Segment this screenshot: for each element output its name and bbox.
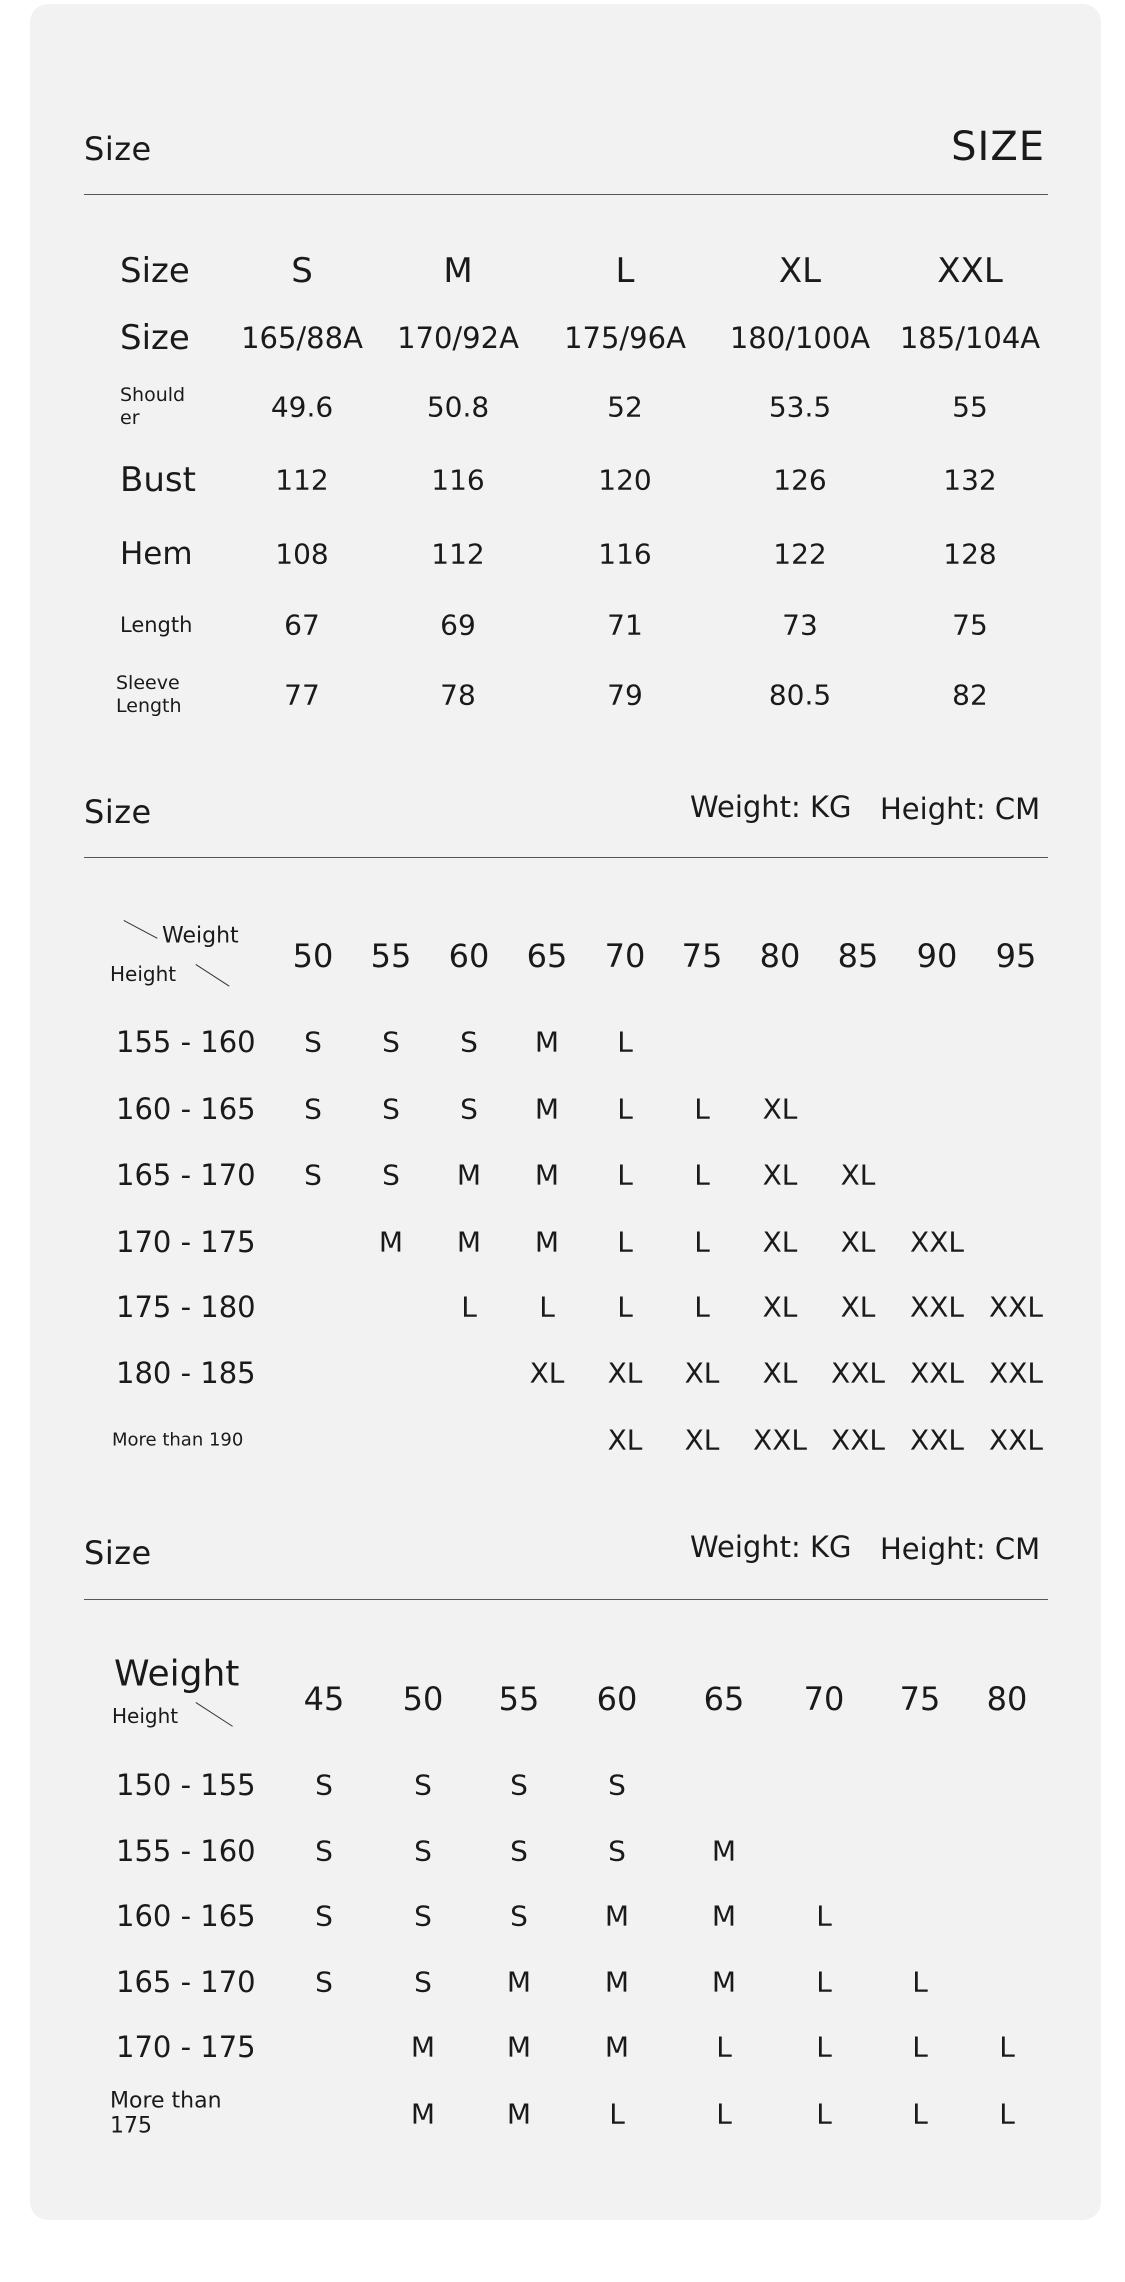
size-cell: XL — [529, 1356, 565, 1390]
measure-cell: 116 — [431, 463, 485, 497]
section3-title: Size — [84, 1534, 152, 1572]
size-cell: L — [694, 1092, 710, 1126]
measure-cell: 185/104A — [899, 321, 1041, 355]
section3-height-unit: Height: CM — [880, 1532, 1041, 1566]
measure-cell: 128 — [943, 537, 997, 571]
height-range-label: 160 - 165 — [116, 1092, 256, 1126]
weight-header: 60 — [596, 1680, 638, 1718]
size-header-label: Size — [120, 251, 190, 291]
measure-cell: 120 — [598, 463, 652, 497]
size-cell: M — [534, 1158, 560, 1192]
size-cell: S — [414, 1768, 432, 1802]
section2-corner-weight: Weight — [162, 923, 239, 949]
size-cell: XXL — [910, 1290, 964, 1324]
section2-height-unit: Height: CM — [880, 792, 1041, 826]
size-cell: XXL — [989, 1423, 1043, 1457]
size-cell: S — [414, 1965, 432, 1999]
size-cell: XL — [762, 1158, 798, 1192]
size-cell: L — [461, 1290, 477, 1324]
size-cell: L — [694, 1290, 710, 1324]
size-cell: M — [506, 1965, 532, 1999]
size-cell: M — [534, 1092, 560, 1126]
size-cell: M — [534, 1025, 560, 1059]
height-range-label: 160 - 165 — [116, 1899, 256, 1933]
size-cell: M — [534, 1225, 560, 1259]
size-cell: XL — [840, 1290, 876, 1324]
size-cell: S — [315, 1768, 333, 1802]
size-cell: XL — [762, 1356, 798, 1390]
size-cell: S — [304, 1158, 322, 1192]
size-cell: L — [716, 2030, 732, 2064]
size-cell: S — [304, 1092, 322, 1126]
size-cell: L — [716, 2097, 732, 2131]
measure-row-label: Bust — [120, 460, 196, 500]
measure-row-label: Length — [120, 613, 193, 637]
size-cell: L — [912, 2030, 928, 2064]
measure-cell: 53.5 — [768, 390, 832, 424]
weight-header: 65 — [526, 937, 568, 975]
size-cell: L — [912, 2097, 928, 2131]
size-cell: L — [539, 1290, 555, 1324]
size-header-l: L — [615, 251, 635, 291]
measure-cell: 55 — [952, 390, 988, 424]
height-range-label: 165 - 170 — [116, 1158, 256, 1192]
measure-cell: 49.6 — [270, 390, 334, 424]
measure-cell: 67 — [284, 608, 320, 642]
height-range-label: 165 - 170 — [116, 1965, 256, 1999]
weight-header: 75 — [681, 937, 723, 975]
size-cell: XXL — [989, 1356, 1043, 1390]
size-cell: S — [460, 1092, 478, 1126]
measure-cell: 71 — [607, 608, 643, 642]
size-cell: M — [410, 2097, 436, 2131]
measure-cell: 50.8 — [426, 390, 490, 424]
size-cell: L — [609, 2097, 625, 2131]
height-range-label: 180 - 185 — [116, 1356, 256, 1390]
size-cell: XL — [840, 1158, 876, 1192]
size-cell: XL — [762, 1290, 798, 1324]
weight-header: 55 — [370, 937, 412, 975]
measure-cell: 132 — [943, 463, 997, 497]
height-range-label: 170 - 175 — [116, 2030, 256, 2064]
measure-cell: 69 — [440, 608, 476, 642]
measure-row-label: Sleeve Length — [116, 672, 182, 717]
section2-corner-height: Height — [110, 962, 177, 986]
size-cell: M — [456, 1158, 482, 1192]
measure-row-label: Size — [120, 318, 190, 358]
size-cell: L — [617, 1025, 633, 1059]
weight-header: 60 — [448, 937, 490, 975]
size-header-s: S — [291, 251, 313, 291]
weight-header: 90 — [916, 937, 958, 975]
size-cell: XXL — [910, 1356, 964, 1390]
size-cell: XL — [684, 1356, 720, 1390]
height-range-label: 155 - 160 — [116, 1025, 256, 1059]
size-cell: L — [617, 1092, 633, 1126]
size-cell: XL — [684, 1423, 720, 1457]
weight-header: 50 — [292, 937, 334, 975]
section3-corner-height: Height — [112, 1704, 179, 1728]
size-cell: XXL — [753, 1423, 807, 1457]
size-cell: S — [510, 1834, 528, 1868]
size-cell: XL — [840, 1225, 876, 1259]
size-cell: XL — [607, 1423, 643, 1457]
size-header-xl: XL — [778, 251, 822, 291]
height-range-label: More than 175 — [110, 2088, 222, 2139]
size-cell: M — [410, 2030, 436, 2064]
measure-cell: 77 — [284, 678, 320, 712]
size-cell: S — [414, 1899, 432, 1933]
size-cell: M — [711, 1899, 737, 1933]
size-cell: S — [304, 1025, 322, 1059]
section2-divider — [84, 857, 1048, 858]
size-cell: L — [617, 1290, 633, 1324]
measure-row-label: Should er — [120, 384, 186, 429]
size-cell: XL — [762, 1225, 798, 1259]
size-cell: M — [456, 1225, 482, 1259]
size-cell: L — [617, 1225, 633, 1259]
height-range-label: More than 190 — [112, 1429, 244, 1451]
measure-cell: 73 — [782, 608, 818, 642]
weight-header: 85 — [837, 937, 879, 975]
size-cell: XL — [607, 1356, 643, 1390]
section1-heading-right: SIZE — [951, 124, 1045, 170]
section1-title: Size — [84, 130, 152, 168]
size-cell: S — [414, 1834, 432, 1868]
size-cell: S — [608, 1768, 626, 1802]
size-header-m: M — [443, 251, 473, 291]
measure-cell: 79 — [607, 678, 643, 712]
size-cell: M — [506, 2030, 532, 2064]
size-cell: L — [816, 2030, 832, 2064]
weight-header: 55 — [498, 1680, 540, 1718]
size-cell: M — [506, 2097, 532, 2131]
size-cell: S — [460, 1025, 478, 1059]
size-cell: M — [604, 1965, 630, 1999]
weight-header: 65 — [703, 1680, 745, 1718]
size-cell: M — [604, 2030, 630, 2064]
size-cell: L — [617, 1158, 633, 1192]
size-cell: L — [816, 1899, 832, 1933]
size-cell: L — [999, 2097, 1015, 2131]
measure-cell: 116 — [598, 537, 652, 571]
size-cell: S — [382, 1158, 400, 1192]
size-cell: S — [510, 1899, 528, 1933]
size-cell: XXL — [831, 1356, 885, 1390]
size-cell: XXL — [989, 1290, 1043, 1324]
size-cell: S — [382, 1092, 400, 1126]
weight-header: 80 — [759, 937, 801, 975]
size-header-xxl: XXL — [937, 251, 1003, 291]
size-cell: L — [816, 1965, 832, 1999]
weight-header: 70 — [604, 937, 646, 975]
weight-header: 50 — [402, 1680, 444, 1718]
weight-header: 95 — [995, 937, 1037, 975]
height-range-label: 155 - 160 — [116, 1834, 256, 1868]
measure-cell: 52 — [607, 390, 643, 424]
section3-corner-weight: Weight — [114, 1653, 240, 1695]
section2-title: Size — [84, 793, 152, 831]
size-cell: S — [608, 1834, 626, 1868]
measure-cell: 112 — [275, 463, 329, 497]
size-cell: M — [711, 1834, 737, 1868]
size-cell: M — [604, 1899, 630, 1933]
height-range-label: 150 - 155 — [116, 1768, 256, 1802]
weight-header: 45 — [303, 1680, 345, 1718]
measure-cell: 170/92A — [397, 321, 519, 355]
size-cell: L — [694, 1158, 710, 1192]
section1-divider — [84, 194, 1048, 195]
weight-header: 70 — [803, 1680, 845, 1718]
size-cell: XXL — [910, 1225, 964, 1259]
measure-cell: 180/100A — [729, 321, 871, 355]
section2-weight-unit: Weight: KG — [690, 790, 852, 824]
size-cell: S — [315, 1965, 333, 1999]
size-cell: L — [816, 2097, 832, 2131]
size-cell: XXL — [910, 1423, 964, 1457]
size-cell: L — [694, 1225, 710, 1259]
size-cell: L — [999, 2030, 1015, 2064]
measure-cell: 108 — [275, 537, 329, 571]
measure-cell: 122 — [773, 537, 827, 571]
size-cell: S — [315, 1834, 333, 1868]
measure-cell: 165/88A — [241, 321, 363, 355]
measure-cell: 175/96A — [564, 321, 686, 355]
measure-cell: 80.5 — [768, 678, 832, 712]
size-cell: XL — [762, 1092, 798, 1126]
size-cell: M — [378, 1225, 404, 1259]
measure-row-label: Hem — [120, 536, 193, 572]
size-cell: M — [711, 1965, 737, 1999]
size-cell: XXL — [831, 1423, 885, 1457]
measure-cell: 82 — [952, 678, 988, 712]
measure-cell: 78 — [440, 678, 476, 712]
measure-cell: 112 — [431, 537, 485, 571]
size-cell: S — [382, 1025, 400, 1059]
size-cell: S — [315, 1899, 333, 1933]
section3-divider — [84, 1599, 1048, 1600]
weight-header: 75 — [899, 1680, 941, 1718]
size-cell: L — [912, 1965, 928, 1999]
height-range-label: 170 - 175 — [116, 1225, 256, 1259]
measure-cell: 75 — [952, 608, 988, 642]
size-cell: S — [510, 1768, 528, 1802]
weight-header: 80 — [986, 1680, 1028, 1718]
height-range-label: 175 - 180 — [116, 1290, 256, 1324]
measure-cell: 126 — [773, 463, 827, 497]
section3-weight-unit: Weight: KG — [690, 1530, 852, 1564]
